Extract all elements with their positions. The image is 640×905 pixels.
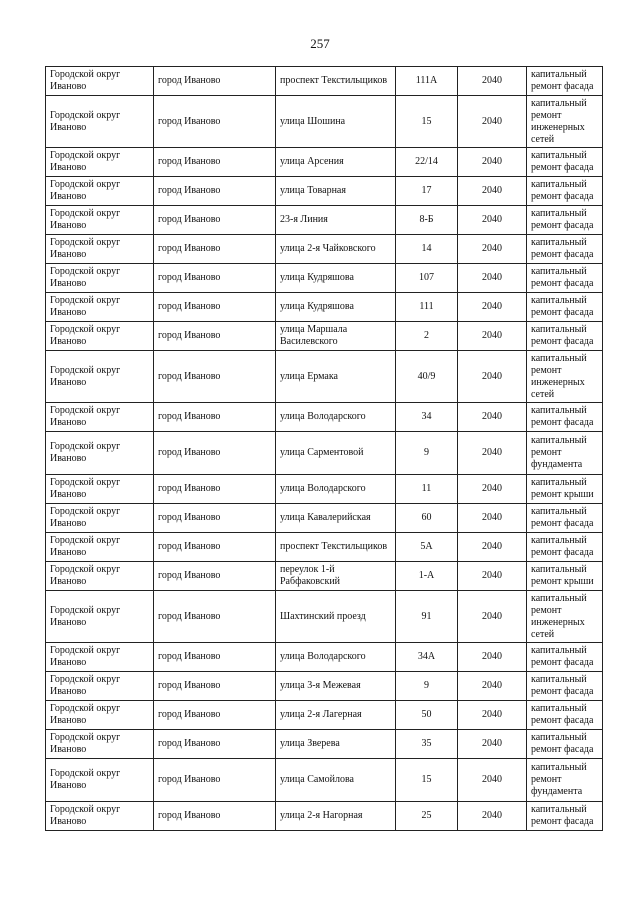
city-cell: город Иваново (154, 533, 276, 562)
street-cell: улица 2-я Чайковского (276, 235, 396, 264)
street-cell: проспект Текстильщиков (276, 67, 396, 96)
year-cell: 2040 (458, 533, 527, 562)
work-type-cell: капитальный ремонт фасада (527, 701, 603, 730)
city-cell: город Иваново (154, 432, 276, 475)
street-cell: улица Володарского (276, 643, 396, 672)
work-type-cell: капитальный ремонт фундамента (527, 432, 603, 475)
city-cell: город Иваново (154, 672, 276, 701)
street-cell: улица Володарского (276, 403, 396, 432)
city-cell: город Иваново (154, 96, 276, 148)
year-cell: 2040 (458, 562, 527, 591)
district-cell: Городской округ Иваново (46, 802, 154, 831)
year-cell: 2040 (458, 351, 527, 403)
street-cell: улица Шошина (276, 96, 396, 148)
district-cell: Городской округ Иваново (46, 701, 154, 730)
year-cell: 2040 (458, 504, 527, 533)
district-cell: Городской округ Иваново (46, 264, 154, 293)
table-row (46, 533, 603, 562)
work-type-cell: капитальный ремонт крыши (527, 475, 603, 504)
city-cell: город Иваново (154, 504, 276, 533)
work-type-cell: капитальный ремонт фасада (527, 177, 603, 206)
city-cell: город Иваново (154, 322, 276, 351)
house-cell: 22/14 (396, 148, 458, 177)
street-cell: улица 3-я Межевая (276, 672, 396, 701)
city-cell: город Иваново (154, 802, 276, 831)
street-cell: переулок 1-й Рабфаковский (276, 562, 396, 591)
work-type-cell: капитальный ремонт инженерных сетей (527, 351, 603, 403)
year-cell: 2040 (458, 672, 527, 701)
street-cell: улица Кудряшова (276, 264, 396, 293)
year-cell: 2040 (458, 264, 527, 293)
repair-schedule-table (45, 66, 603, 831)
year-cell: 2040 (458, 322, 527, 351)
work-type-cell: капитальный ремонт инженерных сетей (527, 591, 603, 643)
table-row (46, 235, 603, 264)
district-cell: Городской округ Иваново (46, 643, 154, 672)
table-row (46, 643, 603, 672)
year-cell: 2040 (458, 403, 527, 432)
year-cell: 2040 (458, 67, 527, 96)
city-cell: город Иваново (154, 177, 276, 206)
district-cell: Городской округ Иваново (46, 759, 154, 802)
year-cell: 2040 (458, 293, 527, 322)
district-cell: Городской округ Иваново (46, 562, 154, 591)
year-cell: 2040 (458, 432, 527, 475)
district-cell: Городской округ Иваново (46, 235, 154, 264)
year-cell: 2040 (458, 96, 527, 148)
year-cell: 2040 (458, 701, 527, 730)
city-cell: город Иваново (154, 562, 276, 591)
table-row (46, 293, 603, 322)
street-cell: улица Зверева (276, 730, 396, 759)
work-type-cell: капитальный ремонт фасада (527, 802, 603, 831)
table-row (46, 67, 603, 96)
district-cell: Городской округ Иваново (46, 293, 154, 322)
work-type-cell: капитальный ремонт фасада (527, 322, 603, 351)
district-cell: Городской округ Иваново (46, 730, 154, 759)
house-cell: 17 (396, 177, 458, 206)
year-cell: 2040 (458, 235, 527, 264)
house-cell: 8-Б (396, 206, 458, 235)
house-cell: 1-А (396, 562, 458, 591)
table-row (46, 148, 603, 177)
district-cell: Городской округ Иваново (46, 148, 154, 177)
district-cell: Городской округ Иваново (46, 591, 154, 643)
work-type-cell: капитальный ремонт фасада (527, 672, 603, 701)
house-cell: 107 (396, 264, 458, 293)
house-cell: 14 (396, 235, 458, 264)
table-row (46, 403, 603, 432)
house-cell: 60 (396, 504, 458, 533)
year-cell: 2040 (458, 730, 527, 759)
city-cell: город Иваново (154, 293, 276, 322)
year-cell: 2040 (458, 177, 527, 206)
street-cell: улица Кавалерийская (276, 504, 396, 533)
year-cell: 2040 (458, 802, 527, 831)
district-cell: Городской округ Иваново (46, 504, 154, 533)
work-type-cell: капитальный ремонт фасада (527, 293, 603, 322)
table-row (46, 759, 603, 802)
table-row (46, 351, 603, 403)
work-type-cell: капитальный ремонт фасада (527, 264, 603, 293)
page-number: 257 (310, 36, 330, 51)
district-cell: Городской округ Иваново (46, 206, 154, 235)
city-cell: город Иваново (154, 643, 276, 672)
city-cell: город Иваново (154, 206, 276, 235)
house-cell: 91 (396, 591, 458, 643)
house-cell: 11 (396, 475, 458, 504)
work-type-cell: капитальный ремонт фасада (527, 206, 603, 235)
city-cell: город Иваново (154, 148, 276, 177)
district-cell: Городской округ Иваново (46, 177, 154, 206)
district-cell: Городской округ Иваново (46, 432, 154, 475)
district-cell: Городской округ Иваново (46, 351, 154, 403)
year-cell: 2040 (458, 591, 527, 643)
house-cell: 35 (396, 730, 458, 759)
work-type-cell: капитальный ремонт фасада (527, 504, 603, 533)
city-cell: город Иваново (154, 591, 276, 643)
city-cell: город Иваново (154, 701, 276, 730)
street-cell: проспект Текстильщиков (276, 533, 396, 562)
work-type-cell: капитальный ремонт инженерных сетей (527, 96, 603, 148)
city-cell: город Иваново (154, 475, 276, 504)
street-cell: улица Сарментовой (276, 432, 396, 475)
table-row (46, 701, 603, 730)
year-cell: 2040 (458, 643, 527, 672)
table-row (46, 672, 603, 701)
work-type-cell: капитальный ремонт фасада (527, 235, 603, 264)
house-cell: 5А (396, 533, 458, 562)
house-cell: 111 (396, 293, 458, 322)
work-type-cell: капитальный ремонт фасада (527, 148, 603, 177)
table-row (46, 96, 603, 148)
street-cell: улица Ермака (276, 351, 396, 403)
city-cell: город Иваново (154, 235, 276, 264)
work-type-cell: капитальный ремонт фасада (527, 403, 603, 432)
street-cell: улица 2-я Лагерная (276, 701, 396, 730)
work-type-cell: капитальный ремонт фасада (527, 730, 603, 759)
table-row (46, 177, 603, 206)
house-cell: 15 (396, 96, 458, 148)
table-row (46, 802, 603, 831)
year-cell: 2040 (458, 206, 527, 235)
year-cell: 2040 (458, 475, 527, 504)
house-cell: 34А (396, 643, 458, 672)
street-cell: улица Арсения (276, 148, 396, 177)
house-cell: 2 (396, 322, 458, 351)
city-cell: город Иваново (154, 403, 276, 432)
city-cell: город Иваново (154, 759, 276, 802)
table-row (46, 475, 603, 504)
district-cell: Городской округ Иваново (46, 403, 154, 432)
house-cell: 9 (396, 432, 458, 475)
city-cell: город Иваново (154, 351, 276, 403)
street-cell: улица 2-я Нагорная (276, 802, 396, 831)
street-cell: 23-я Линия (276, 206, 396, 235)
city-cell: город Иваново (154, 730, 276, 759)
table-body (46, 67, 603, 831)
table-row (46, 591, 603, 643)
work-type-cell: капитальный ремонт фасада (527, 643, 603, 672)
district-cell: Городской округ Иваново (46, 67, 154, 96)
table-row (46, 432, 603, 475)
table-row (46, 206, 603, 235)
work-type-cell: капитальный ремонт фундамента (527, 759, 603, 802)
table-row (46, 730, 603, 759)
district-cell: Городской округ Иваново (46, 322, 154, 351)
house-cell: 50 (396, 701, 458, 730)
table-row (46, 562, 603, 591)
district-cell: Городской округ Иваново (46, 475, 154, 504)
work-type-cell: капитальный ремонт фасада (527, 67, 603, 96)
district-cell: Городской округ Иваново (46, 96, 154, 148)
house-cell: 15 (396, 759, 458, 802)
city-cell: город Иваново (154, 67, 276, 96)
table-row (46, 504, 603, 533)
street-cell: улица Товарная (276, 177, 396, 206)
district-cell: Городской округ Иваново (46, 533, 154, 562)
city-cell: город Иваново (154, 264, 276, 293)
street-cell: улица Самойлова (276, 759, 396, 802)
table-row (46, 322, 603, 351)
street-cell: улица Кудряшова (276, 293, 396, 322)
house-cell: 40/9 (396, 351, 458, 403)
house-cell: 111А (396, 67, 458, 96)
work-type-cell: капитальный ремонт фасада (527, 533, 603, 562)
house-cell: 25 (396, 802, 458, 831)
house-cell: 34 (396, 403, 458, 432)
work-type-cell: капитальный ремонт крыши (527, 562, 603, 591)
street-cell: Шахтинский проезд (276, 591, 396, 643)
street-cell: улица Маршала Василевского (276, 322, 396, 351)
year-cell: 2040 (458, 148, 527, 177)
year-cell: 2040 (458, 759, 527, 802)
district-cell: Городской округ Иваново (46, 672, 154, 701)
house-cell: 9 (396, 672, 458, 701)
table-row (46, 264, 603, 293)
street-cell: улица Володарского (276, 475, 396, 504)
